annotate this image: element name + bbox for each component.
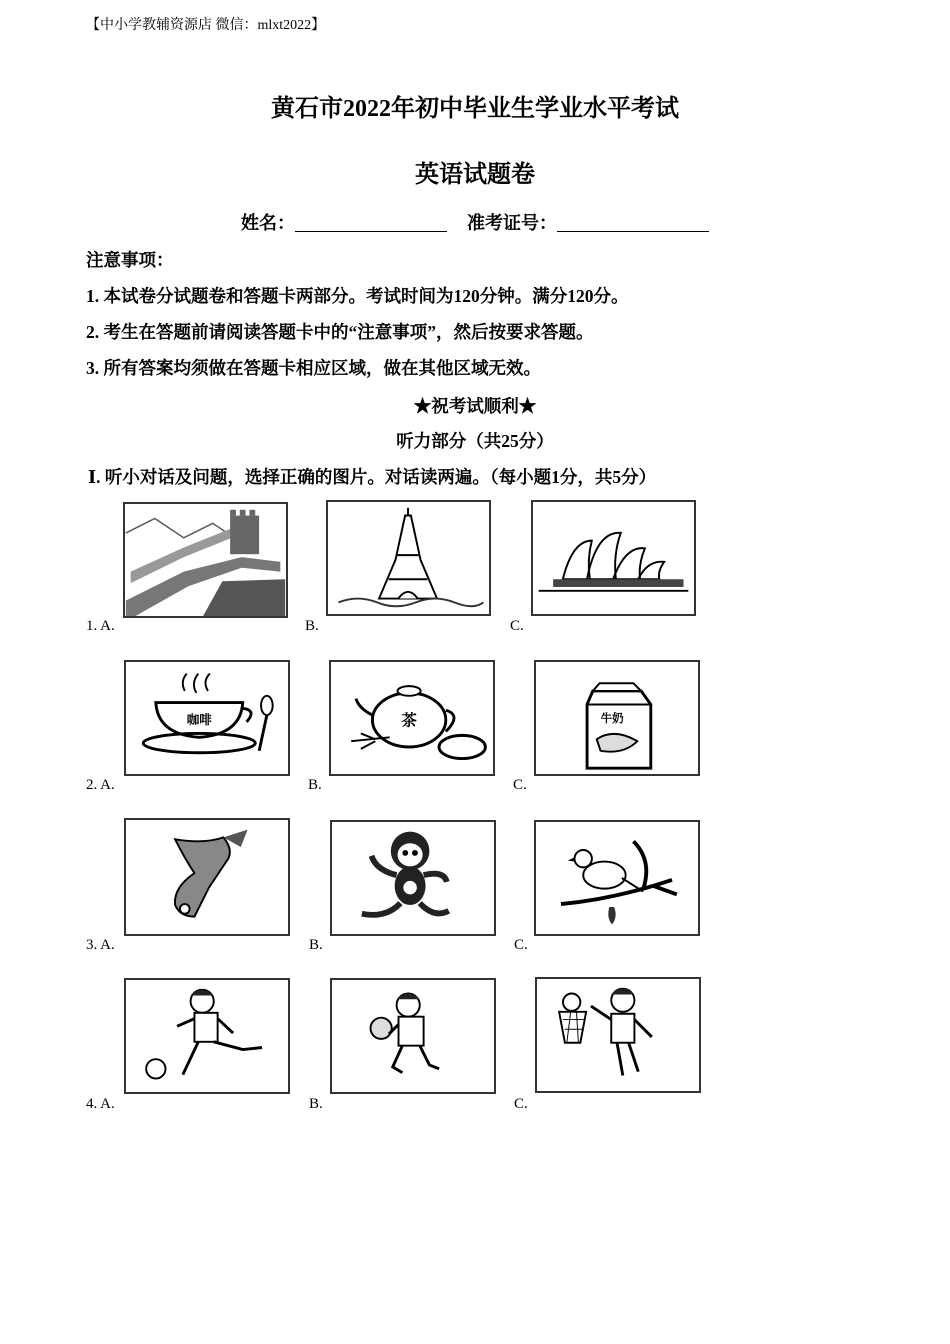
question-label: 1. A. bbox=[86, 618, 115, 634]
coffee-cup-picture[interactable] bbox=[124, 660, 290, 776]
exam-title: 黄石市2022年初中毕业生学业水平考试 bbox=[271, 96, 679, 122]
option-label: C. bbox=[514, 937, 528, 953]
id-field[interactable] bbox=[557, 213, 709, 232]
option-label: C. bbox=[510, 618, 524, 634]
id-label: 准考证号： bbox=[467, 213, 557, 233]
header-note: 【中小学教辅资源店 微信：mlxt2022】 bbox=[86, 18, 326, 33]
eiffel-tower-picture[interactable] bbox=[326, 500, 491, 616]
sydney-opera-house-picture[interactable] bbox=[531, 500, 696, 616]
option-label: C. bbox=[513, 777, 527, 793]
tea-pot-picture[interactable] bbox=[329, 660, 495, 776]
football-picture[interactable] bbox=[124, 978, 290, 1094]
bird-picture[interactable] bbox=[534, 820, 700, 936]
milk-carton-picture[interactable] bbox=[534, 660, 700, 776]
option-label: B. bbox=[309, 937, 323, 953]
volleyball-picture[interactable] bbox=[330, 978, 496, 1094]
coffee-image-text: 咖啡 bbox=[186, 711, 212, 727]
milk-image-text: 牛奶 bbox=[600, 710, 624, 725]
fish-picture[interactable] bbox=[124, 818, 290, 936]
option-label: C. bbox=[514, 1096, 528, 1112]
monkey-picture[interactable] bbox=[330, 820, 496, 936]
name-label: 姓名： bbox=[241, 213, 295, 233]
candidate-info bbox=[0, 209, 950, 235]
tea-image-text: 茶 bbox=[401, 711, 417, 730]
option-label: B. bbox=[309, 1096, 323, 1112]
option-label: B. bbox=[308, 777, 322, 793]
notice-item: 1. 本试卷分试题卷和答题卡两部分。考试时间为120分钟。满分120分。 bbox=[86, 286, 629, 306]
question-label: 2. A. bbox=[86, 777, 115, 793]
exam-subtitle: 英语试题卷 bbox=[415, 162, 535, 188]
notice-item: 3. 所有答案均须做在答题卡相应区域，做在其他区域无效。 bbox=[86, 358, 541, 378]
question-label: 3. A. bbox=[86, 937, 115, 953]
wish-text: ★祝考试顺利★ bbox=[413, 396, 537, 416]
basketball-picture[interactable] bbox=[535, 977, 701, 1093]
section-heading: 听力部分（共25分） bbox=[396, 431, 554, 451]
question-label: 4. A. bbox=[86, 1096, 115, 1112]
notice-item: 2. 考生在答题前请阅读答题卡中的“注意事项”，然后按要求答题。 bbox=[86, 322, 594, 342]
notice-heading: 注意事项： bbox=[86, 250, 174, 270]
name-field[interactable] bbox=[295, 213, 447, 232]
instruction: Ⅰ. 听小对话及问题，选择正确的图片。对话读两遍。（每小题1分，共5分） bbox=[88, 467, 657, 487]
great-wall-picture[interactable] bbox=[123, 502, 288, 618]
option-label: B. bbox=[305, 618, 319, 634]
